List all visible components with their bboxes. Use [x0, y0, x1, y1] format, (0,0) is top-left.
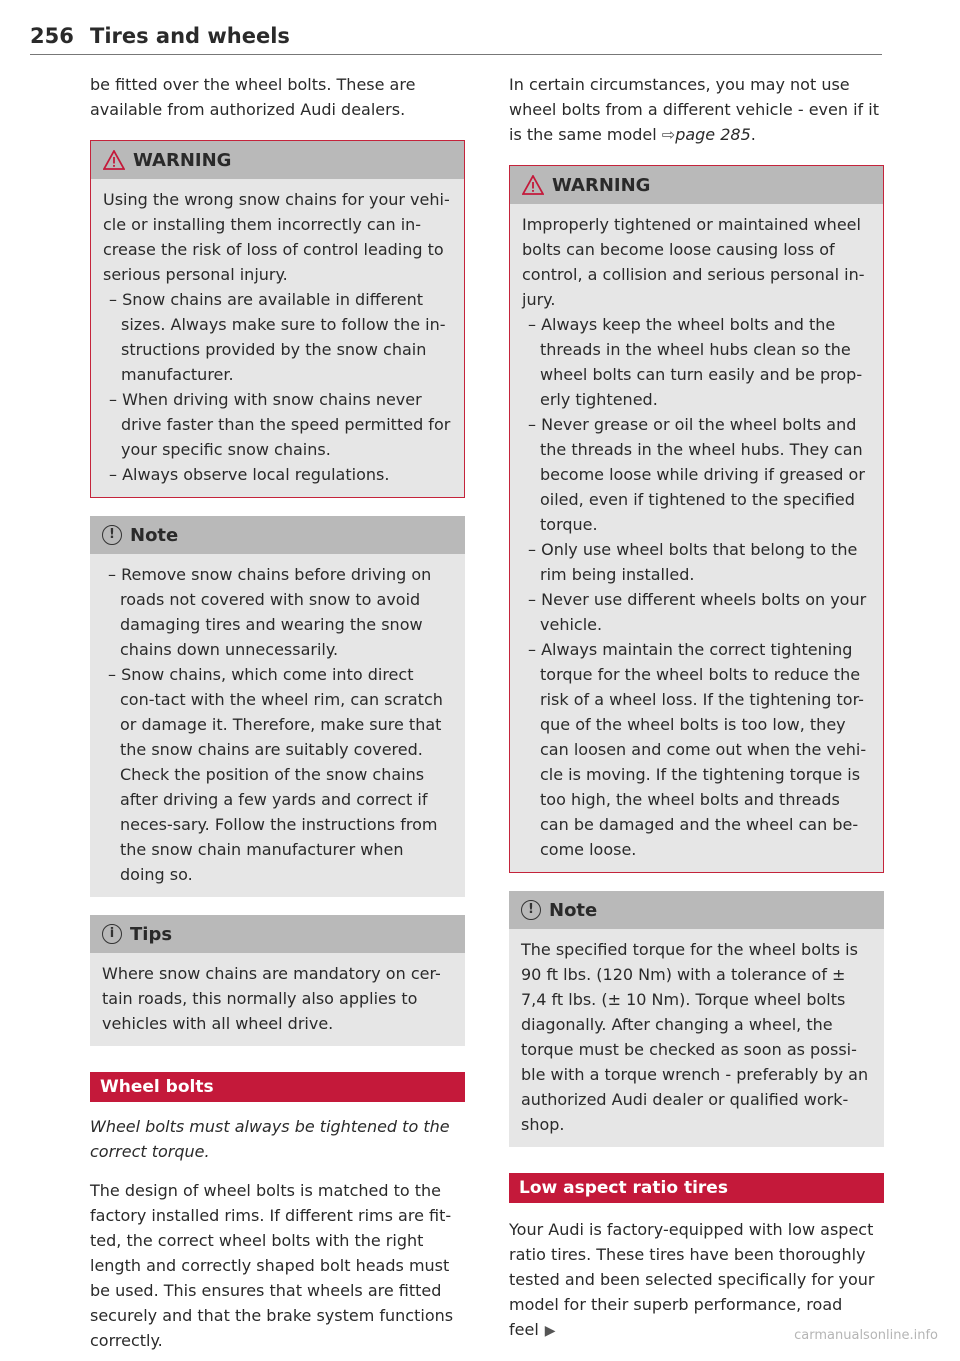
warning-header	[90, 140, 465, 179]
warning-header	[509, 165, 884, 204]
page-reference-link[interactable]: page 285	[675, 125, 751, 144]
right-column	[509, 72, 884, 1344]
warning-bullet: – Always observe local regulations.	[103, 462, 452, 487]
note-header	[90, 516, 465, 554]
warning-box	[509, 165, 884, 873]
info-circle-icon: i	[102, 924, 122, 944]
warning-box	[90, 140, 465, 498]
tips-text: Where snow chains are mandatory on cer-tain roads, this normally also applies to vehicles with all wheel drive.	[102, 964, 441, 1033]
intro-end: .	[750, 125, 756, 144]
warning-bullet: – Only use wheel bolts that belong to the rim being installed.	[522, 537, 871, 587]
warning-title: WARNING	[133, 149, 232, 171]
section-body	[509, 1217, 884, 1344]
warning-body	[509, 204, 884, 873]
note-box	[509, 891, 884, 1147]
tips-title: Tips	[130, 923, 173, 945]
tips-header	[90, 915, 465, 953]
note-box	[90, 516, 465, 897]
warning-text: Using the wrong snow chains for your vehi-cle or installing them incorrectly can in-crease the risk of loss of control leading to serious personal injury.	[103, 190, 450, 284]
warning-bullet: – Always maintain the correct tightening torque for the wheel bolts to reduce the risk of a wheel loss. If the tightening tor-que of the wheel bolts is too low, they can loosen and come out when the vehi-cle is moving. If the tightening torque is too high, the wheel bolts and threads can be damaged and the wheel can be-come loose.	[522, 637, 871, 862]
page-title: Tires and wheels	[90, 24, 290, 48]
warning-body	[90, 179, 465, 498]
page-number: 256	[30, 24, 74, 48]
page-header	[30, 22, 882, 55]
note-bullet: – Snow chains, which come into direct con-tact with the wheel rim, can scratch or damage it. Therefore, make sure that the snow chains are suitably covered. Check the position of the snow chains after driving a few yards and correct if neces-sary. Follow the instructions from the snow chain manufacturer when doing so.	[102, 662, 453, 887]
note-text: The specified torque for the wheel bolts is 90 ft lbs. (120 Nm) with a tolerance of ± 7,4 ft lbs. (± 10 Nm). Torque wheel bolts diagonally. After changing a wheel, the torque must be checked as soon as possi-ble with a torque wrench - preferably by an authorized Audi dealer or qualified work-shop.	[521, 940, 869, 1134]
warning-bullet: – When driving with snow chains never drive faster than the speed permitted for your specific snow chains.	[103, 387, 452, 462]
note-title: Note	[130, 524, 179, 546]
page-reference-arrow-icon: ⇨	[661, 125, 676, 144]
intro-text: In certain circumstances, you may not use wheel bolts from a different vehicle - even if it is the same model	[509, 75, 879, 144]
note-title: Note	[549, 899, 598, 921]
tips-body	[90, 953, 465, 1046]
warning-bullet: – Always keep the wheel bolts and the threads in the wheel hubs clean so the wheel bolts can turn easily and be prop-erly tightened.	[522, 312, 871, 412]
section-body-text: Your Audi is factory-equipped with low aspect ratio tires. These tires have been thoroughly tested and been selected specifically for your model for their superb performance, road feel	[509, 1220, 875, 1339]
note-body	[509, 929, 884, 1147]
note-header	[509, 891, 884, 929]
watermark: carmanualsonline.info	[794, 1328, 938, 1343]
warning-bullet: – Never use different wheels bolts on your vehicle.	[522, 587, 871, 637]
warning-bullet: – Never grease or oil the wheel bolts and the threads in the wheel hubs. They can become loose while driving if greased or oiled, even if tightened to the specified torque.	[522, 412, 871, 537]
intro-paragraph: be fitted over the wheel bolts. These are available from authorized Audi dealers.	[90, 75, 416, 119]
tips-box	[90, 915, 465, 1046]
intro-paragraph	[509, 72, 884, 147]
warning-title: WARNING	[552, 174, 651, 196]
warning-text: Improperly tightened or maintained wheel bolts can become loose causing loss of control, a collision and serious personal in-jury.	[522, 215, 865, 309]
warning-triangle-icon	[522, 175, 544, 195]
continue-arrow-icon: ▶	[544, 1323, 556, 1339]
warning-triangle-icon	[103, 150, 125, 170]
section-body: The design of wheel bolts is matched to the factory installed rims. If different rims are fit-ted, the correct wheel bolts with the right length and correctly shaped bolt heads must be used. This ensures that wheels are fitted securely and that the brake system functions correctly.	[90, 1181, 454, 1350]
exclamation-circle-icon: !	[521, 900, 541, 920]
left-column	[90, 72, 465, 1353]
section-heading-wheel-bolts: Wheel bolts	[90, 1072, 465, 1102]
warning-bullet: – Snow chains are available in different sizes. Always make sure to follow the in-structions provided by the snow chain manufacturer.	[103, 287, 452, 387]
exclamation-circle-icon: !	[102, 525, 122, 545]
section-heading-low-aspect-ratio-tires: Low aspect ratio tires	[509, 1173, 884, 1203]
note-body	[90, 554, 465, 897]
note-bullet: – Remove snow chains before driving on roads not covered with snow to avoid damaging tires and wearing the snow chains down unnecessarily.	[102, 562, 453, 662]
section-lead: Wheel bolts must always be tightened to the correct torque.	[90, 1117, 450, 1161]
